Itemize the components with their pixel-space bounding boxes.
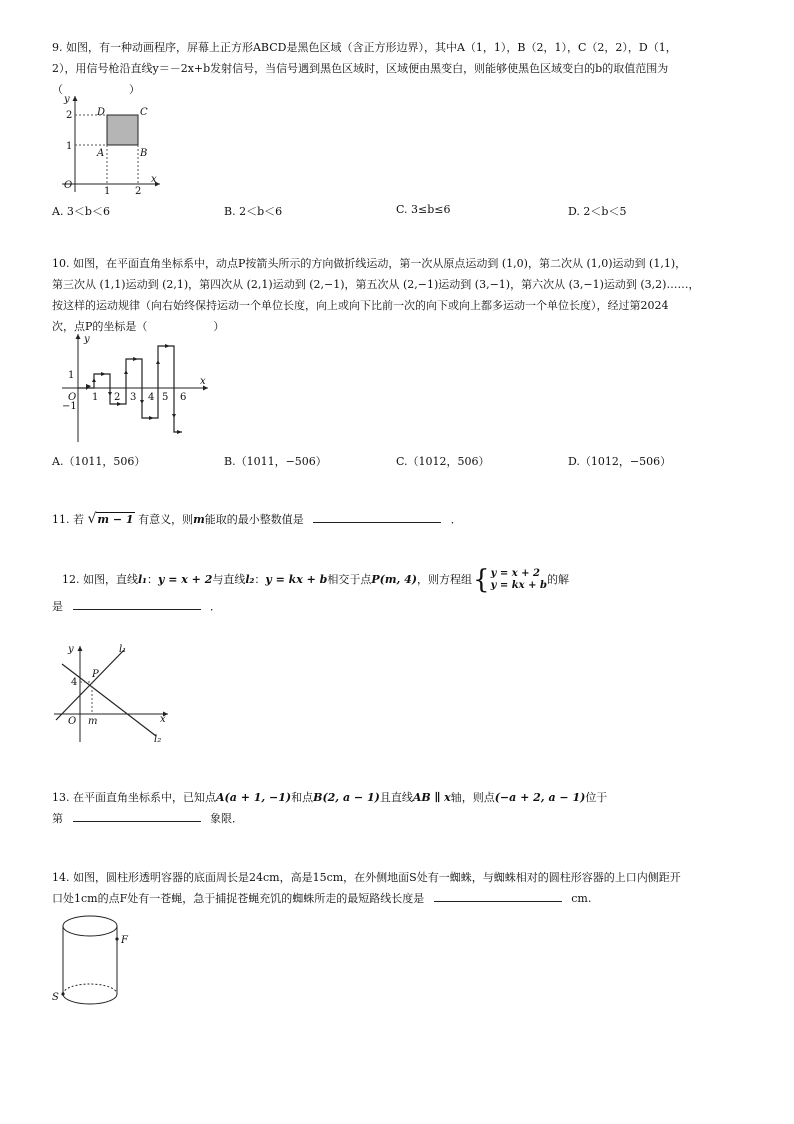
q12-y-tick-4: 4 <box>71 677 78 688</box>
q12-eq-1: y = x + 2 <box>158 572 213 586</box>
q9-x-axis-label: x <box>151 174 157 185</box>
q12-origin-label: O <box>68 716 77 727</box>
q10-line-3: 按这样的运动规律（向右始终保持运动一个单位长度，向上或向下比前一次的向下或向上都多运动一个单位长度），经过第2024 <box>52 298 669 312</box>
q9-option-c: C. 3≤b≤6 <box>396 203 451 216</box>
q10-option-b: B.（1011，−506） <box>224 455 327 468</box>
q14-figure <box>50 912 140 1012</box>
q11-line <box>52 506 742 533</box>
q9-point-c: C <box>140 107 148 118</box>
q12-x-axis-label: x <box>160 714 166 725</box>
q11-prefix: 11. 若 <box>52 513 84 526</box>
q12-line-2 <box>52 597 742 618</box>
q10-x-tick-5: 5 <box>162 392 169 403</box>
q10-line-1: 10. 如图，在平面直角坐标系中，动点P按箭头所示的方向做折线运动，第一次从原点运动到 (1,0)，第二次从 (1,0)运动到 (1,1)， <box>52 257 687 270</box>
q10-option-c: C.（1012，506） <box>396 455 490 468</box>
q12-end: ． <box>210 600 221 613</box>
q12-sys-eq-2: y = kx + b <box>490 580 547 591</box>
question-10 <box>52 254 742 338</box>
q12-line2-prefix: 是 <box>52 600 63 613</box>
q13-point: (−a + 2, a − 1) <box>494 791 586 804</box>
q13-answer-blank[interactable] <box>73 809 201 822</box>
q10-x-tick-6: 6 <box>180 392 187 403</box>
q11-var: m <box>193 513 205 526</box>
q10-line-4: 次，点P的坐标是（ ） <box>52 319 225 333</box>
q10-y-tick-1: 1 <box>68 370 75 381</box>
q13-parallel: AB ∥ x <box>412 791 451 804</box>
q13-prefix: 13. 在平面直角坐标系中，已知点 <box>52 791 216 804</box>
q13-point-a: A(a + 1, −1) <box>216 791 292 804</box>
q14-point-f: F <box>121 935 128 946</box>
q9-y-tick-1: 1 <box>66 141 73 152</box>
q12-figure <box>52 642 176 746</box>
q9-y-tick-2: 2 <box>66 110 73 121</box>
q10-y-tick-neg1: −1 <box>62 401 77 412</box>
q12-line-l1-label: l₁ <box>119 644 127 655</box>
q9-origin-label: O <box>64 180 73 191</box>
q10-option-a: A.（1011，506） <box>52 455 146 468</box>
q10-x-tick-4: 4 <box>148 392 155 403</box>
q9-x-tick-2: 2 <box>135 186 142 196</box>
q11-answer-blank[interactable] <box>313 510 441 523</box>
q13-line2-prefix: 第 <box>52 811 63 825</box>
q12-colon-2: ： <box>254 572 266 586</box>
q12-point-p: P <box>92 669 99 680</box>
q10-x-tick-3: 3 <box>130 392 137 403</box>
q14-answer-blank[interactable] <box>434 889 562 902</box>
q12-l2: l₂ <box>245 572 255 586</box>
q12-system <box>491 568 547 592</box>
q12-sys-eq-1: y = x + 2 <box>490 568 540 579</box>
q13-mid-2: 且直线 <box>379 791 413 804</box>
q9-y-axis-label: y <box>64 94 70 105</box>
q14-point-s: S <box>52 992 59 1003</box>
q12-line-1 <box>62 566 752 594</box>
q12-l1: l₁ <box>138 572 147 586</box>
q9-option-b: B. 2＜b＜6 <box>224 205 283 218</box>
q12-y-axis-label: y <box>68 644 74 655</box>
q12-colon-1: ： <box>147 572 158 586</box>
q10-x-tick-1: 1 <box>92 392 99 403</box>
q10-x-axis-label: x <box>200 376 206 387</box>
q12-point: P(m, 4) <box>371 572 418 586</box>
q12-mid-1: 与直线 <box>212 572 246 586</box>
q9-point-b: B <box>140 148 148 159</box>
q10-line-2: 第三次从 (1,1)运动到 (2,1)，第四次从 (2,1)运动到 (2,−1)，第五次从 (2,−1)运动到 (3,−1)，第六次从 (3,−1)运动到 (3,2)……， <box>52 277 700 291</box>
q11-end: ． <box>450 513 462 526</box>
q10-x-tick-2: 2 <box>114 392 121 403</box>
q14-line2-prefix: 口处1cm的点F处有一苍蝇，急于捕捉苍蝇充饥的蜘蛛所走的最短路线长度是 <box>52 891 425 905</box>
q10-origin-label: O <box>68 392 77 403</box>
q12-line-l2-label: l₂ <box>154 734 162 745</box>
q12-brace: { <box>473 565 490 595</box>
q13-line2-suffix: 象限． <box>210 811 243 825</box>
q13-line-1 <box>52 788 742 809</box>
question-13 <box>52 788 742 830</box>
q12-suffix: 的解 <box>546 572 569 586</box>
q14-line-1: 14. 如图，圆柱形透明容器的底面周长是24cm，高是15cm，在外侧地面S处有一蜘蛛，与蜘蛛相对的圆柱形容器的上口内侧距开 <box>52 871 681 884</box>
q9-figure <box>52 92 164 196</box>
q9-line-1: 9. 如图，有一种动画程序，屏幕上正方形ABCD是黑色区域（含正方形边界），其中A（1，1），B（2，1），C（2，2），D（1， <box>52 41 677 54</box>
q10-y-axis-label: y <box>84 334 90 345</box>
q14-line2-suffix: cm. <box>571 891 592 905</box>
q9-point-a: A <box>97 148 105 159</box>
q13-line-2 <box>52 809 742 830</box>
q12-eq-2: y = kx + b <box>265 572 328 586</box>
q9-option-a: A. 3＜b＜6 <box>52 205 110 218</box>
q9-option-d: D. 2＜b＜5 <box>568 205 627 218</box>
q11-radicand: m − 1 <box>97 513 134 526</box>
q11-sqrt: √m − 1 <box>87 511 134 527</box>
q9-x-tick-1: 1 <box>104 186 111 196</box>
q11-suffix: 能取的最小整数值是 <box>204 513 304 526</box>
q13-point-b: B(2, a − 1) <box>313 791 380 804</box>
q12-prefix: 12. 如图，直线 <box>62 572 138 586</box>
q12-mid-2: 相交于点 <box>327 572 372 586</box>
q14-line-2 <box>52 889 742 910</box>
q10-figure <box>56 330 216 446</box>
q11-middle: 有意义，则 <box>138 513 194 526</box>
q9-line-3: （ ） <box>52 82 140 96</box>
q9-line-2: 2），用信号枪沿直线y＝－2x+b发射信号，当信号遇到黑色区域时，区域便由黑变白，则能够使黑色区域变白的b的取值范围为 <box>52 61 669 75</box>
q9-point-d: D <box>97 107 106 118</box>
q13-mid-1: 和点 <box>291 791 314 804</box>
q12-answer-blank[interactable] <box>73 597 201 610</box>
q10-option-d: D.（1012，−506） <box>568 455 672 468</box>
question-14 <box>52 868 742 910</box>
q12-mid-3: ，则方程组 <box>417 572 473 586</box>
q13-suffix: 位于 <box>585 791 608 804</box>
question-11 <box>52 506 742 533</box>
q13-mid-3: 轴，则点 <box>450 791 495 804</box>
q12-x-tick-m: m <box>88 716 98 727</box>
question-12 <box>62 566 752 594</box>
